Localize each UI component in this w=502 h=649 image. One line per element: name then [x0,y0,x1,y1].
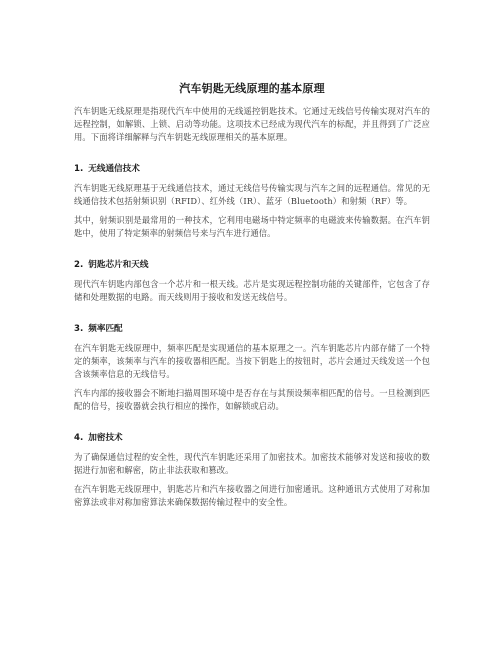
section-title: 无线通信技术 [88,164,140,174]
section-heading-1 [74,162,430,174]
paragraph: 汽车钥匙无线原理基于无线通信技术，通过无线信号传输实现与汽车之间的远程通信。常见的无线通信技术包括射频识别（RFID）、红外线（IR）、蓝牙（Bluetooth）和射频（RF）等。 [74,183,430,206]
paragraph: 为了确保通信过程的安全性，现代汽车钥匙还采用了加密技术。加密技术能够对发送和接收的数据进行加密和解密，防止非法获取和篡改。 [74,452,430,475]
section-title: 频率匹配 [88,324,123,334]
section-heading-4 [74,431,430,443]
section-number: 1. [74,164,84,174]
paragraph: 在汽车钥匙无线原理中，频率匹配是实现通信的基本原理之一。汽车钥匙芯片内部存储了一个特定的频率，该频率与汽车的接收器相匹配。当按下钥匙上的按钮时，芯片会通过天线发送一个包含该频率信息的无线信号。 [74,343,430,379]
document-page [74,80,430,515]
document-title: 汽车钥匙无线原理的基本原理 [179,82,325,95]
section-number: 2. [74,260,84,270]
paragraph: 汽车内部的接收器会不断地扫描周围环境中是否存在与其预设频率相匹配的信号。一旦检测到匹配的信号，接收器就会执行相应的操作，如解锁或启动。 [74,388,430,411]
section-number: 4. [74,433,84,443]
section-heading-2 [74,258,430,270]
section-title: 加密技术 [88,433,123,443]
section-number: 3. [74,324,84,334]
section-heading-3 [74,322,430,334]
paragraph: 现代汽车钥匙内部包含一个芯片和一根天线。芯片是实现远程控制功能的关键部件，它包含了存储和处理数据的电路。而天线则用于接收和发送无线信号。 [74,279,430,302]
paragraph: 其中，射频识别是最常用的一种技术，它利用电磁场中特定频率的电磁波来传输数据。在汽车钥匙中，使用了特定频率的射频信号来与汽车进行通信。 [74,215,430,238]
paragraph: 在汽车钥匙无线原理中，钥匙芯片和汽车接收器之间进行加密通讯。这种通讯方式使用了对称加密算法或非对称加密算法来确保数据传输过程中的安全性。 [74,484,430,507]
section-title: 钥匙芯片和天线 [88,260,149,270]
intro-paragraph: 汽车钥匙无线原理是指现代汽车中使用的无线遥控钥匙技术。它通过无线信号传输实现对汽车的远程控制，如解锁、上锁、启动等功能。这项技术已经成为现代汽车的标配，并且得到了广泛应用。下面将详细解释与汽车钥匙无线原理相关的基本原理。 [74,106,430,142]
